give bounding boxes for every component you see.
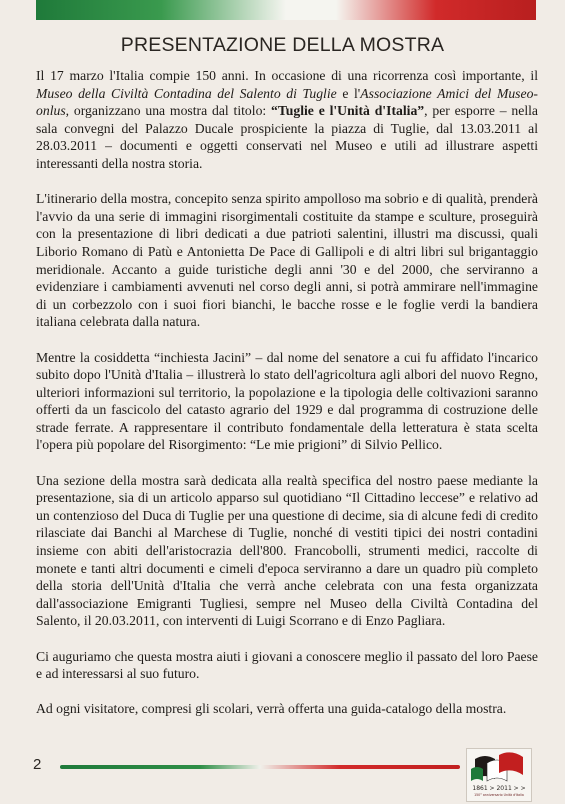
logo-subtitle: 150° anniversario Unità d'Italia bbox=[474, 793, 524, 797]
paragraph-catalogue: Ad ogni visitatore, compresi gli scolari, verrà offerta una guida-catalogo della mostra. bbox=[36, 701, 507, 717]
logo-years: 1861 > 2011 > > bbox=[472, 785, 526, 792]
association-name: Associazione Amici del Museo-onlus bbox=[36, 85, 538, 119]
unity-anniversary-logo bbox=[466, 748, 532, 802]
paragraph-wishes: Ci auguriamo che questa mostra aiuti i giovani a conoscere meglio il passato del loro Paese e ad interessarsi al suo futuro. bbox=[36, 648, 538, 682]
tricolor-flag-icon bbox=[467, 749, 531, 785]
intro-text-4: , per esporre – nella sala convegni del Palazzo Ducale prospiciente la piazza di Tuglie, dal 13.03.2011 al 28.03.2011 – documenti e oggetti conservati nel Museo e utili ad illustrare aspetti interessanti della nostra storia. bbox=[36, 103, 539, 171]
intro-text-2: e l' bbox=[336, 85, 361, 101]
tricolor-header-band bbox=[36, 0, 536, 20]
page-title: PRESENTAZIONE DELLA MOSTRA bbox=[120, 34, 445, 56]
paragraph-itinerary: L'itinerario della mostra, concepito senza spirito ampolloso ma sobrio e di qualità, prenderà l'avvio da una serie di immagini risorgimentali costituite da stampe e sculture, proseguirà con la presentazione di libri dedicati a due patrioti salentini, illustri ma discussi, quali Liborio Romano di Patù e Antonietta De Pace di Gallipoli e di altri libri sul brigantaggio meridionale. Accanto a guide turistiche degli anni '30 e del 2000, che serviranno a evidenziare i cambiamenti avvenuti nel corso degli anni, si potrà ammirare nell'immagine di un corbezzolo con i suoi fiori bianchi, le bacche rosse e le foglie verdi la bandiera italiana celebrata dalla natura. bbox=[36, 191, 538, 330]
article-body bbox=[36, 67, 538, 718]
museum-name: Museo della Civiltà Contadina del Salento di Tuglie bbox=[36, 85, 337, 101]
tricolor-footer-line bbox=[60, 765, 460, 769]
intro-text: Il 17 marzo l'Italia compie 150 anni. In occasione di una ricorrenza così importante, il bbox=[36, 68, 538, 83]
intro-text-3: , organizzano una mostra dal titolo: bbox=[65, 103, 272, 119]
paragraph-jacini: Mentre la cosiddetta “inchiesta Jacini” – dal nome del senatore a cui fu affidato l'incarico subito dopo l'Unità d'Italia – illustrerà lo stato dell'agricoltura agli albori del nuovo Regno, ulteriori informazioni sul territorio, la popolazione e la tipologia delle coltivazioni saranno offerti da un fascicolo del catasto agrario del 1929 e dal programma di costruzione delle strade ferrate. A rappresentare il contributo fondamentale della letteratura è stata scelta l'opera più popolare del Risorgimento: “Le mie prigioni” di Silvio Pellico. bbox=[36, 349, 538, 453]
paragraph-local-section: Una sezione della mostra sarà dedicata alla realtà specifica del nostro paese mediante la presentazione, sia di un articolo apparso sul quotidiano “Il Cittadino leccese” e relativo ad un contenzioso del Duca di Tuglie per una questione di decime, sia di alcune fedi di credito rilasciate dai Banchi al Marchese di Tuglie, nonché di vestiti tipici dei nostri contadini insieme con abiti dell'aristocrazia dell'800. Francobolli, strumenti medici, raccolte di monete e tanti altri documenti e cimeli d'epoca serviranno a dare un quadro più completo della storia dell'Unità d'Italia che verrà anche celebrata con una festa organizzata dall'associazione Emigranti Tugliesi, sempre nel Museo della Civiltà Contadina del Salento, il 20.03.2011, con interventi di Luigi Scorrano e di Enzo Pagliara. bbox=[36, 472, 538, 629]
exhibition-title: “Tuglie e l'Unità d'Italia” bbox=[271, 103, 425, 119]
paragraph-intro bbox=[36, 67, 538, 173]
page-number: 2 bbox=[33, 756, 42, 773]
